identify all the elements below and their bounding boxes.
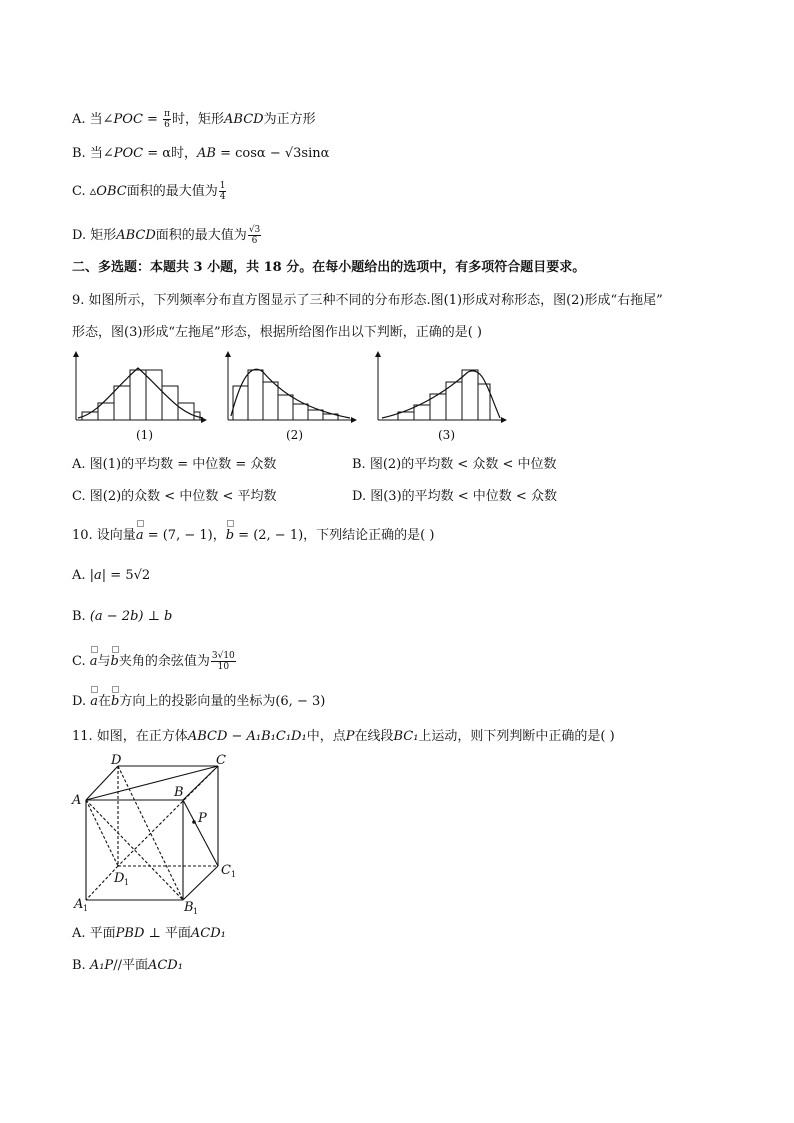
label-c1: C: [221, 863, 231, 878]
q10-option-c: C. a与b夹角的余弦值为 $\frac{3√10}{10}$: [72, 651, 235, 672]
q8-option-d: D. 矩形ABCD面积的最大值为 $\frac{√3}{6}$: [72, 225, 261, 246]
q9-stem-line2: 形态，图(3)形成“左拖尾”形态，根据所给图作出以下判断，正确的是( ): [72, 325, 482, 340]
q10-stem: 10. 设向量a = (7, − 1)，b = (2, − 1)，下列结论正确的是( ): [72, 528, 435, 543]
label-b1: B: [184, 900, 194, 914]
q11-option-b: B. A₁P//平面ACD₁: [72, 958, 183, 973]
fig-label-2: (2): [286, 428, 303, 442]
fig-label-1: (1): [136, 428, 153, 442]
label-a1: A: [74, 897, 84, 912]
histogram-2: [228, 352, 356, 420]
q9-stem-line1: 9. 如图所示，下列频率分布直方图显示了三种不同的分布形态.图(1)形成对称形态，图(2)形成“右拖尾”: [72, 293, 663, 308]
q9-option-b: B. 图(2)的平均数 < 众数 < 中位数: [352, 457, 557, 472]
q10-option-d: D. a在b方向上的投影向量的坐标为(6, − 3): [72, 694, 326, 709]
label-c: C: [216, 754, 226, 768]
label-p: P: [198, 811, 207, 826]
q10-option-b: B. (a − 2b) ⊥ b: [72, 609, 173, 624]
label-a: A: [72, 793, 82, 808]
q8-option-a: A. 当∠POC = $\frac{\pi}{6}$ 时，矩形ABCD为正方形: [72, 109, 316, 130]
q11-cube-figure: [68, 754, 248, 914]
q8-option-c: C. ▵OBC面积的最大值为 $\frac{1}{4}$: [72, 181, 226, 202]
q9-option-d: D. 图(3)的平均数 < 中位数 < 众数: [352, 489, 557, 504]
q9-option-a: A. 图(1)的平均数 = 中位数 = 众数: [72, 457, 277, 472]
histogram-3: [378, 352, 506, 420]
q11-stem: 11. 如图，在正方体ABCD − A₁B₁C₁D₁中，点P在线段BC₁上运动，则下列判断中正确的是( ): [72, 729, 615, 744]
svg-text:1: 1: [124, 878, 130, 887]
q8-option-b: B. 当∠POC = α时，AB = cosα − √3sinα: [72, 146, 330, 161]
q9-option-c: C. 图(2)的众数 < 中位数 < 平均数: [72, 489, 277, 504]
label-d1: D: [114, 871, 125, 886]
fig-label-3: (3): [438, 428, 455, 442]
histogram-1: [76, 352, 206, 420]
q11-option-a: A. 平面PBD ⊥ 平面ACD₁: [72, 926, 226, 941]
label-b: B: [174, 785, 184, 800]
label-d: D: [111, 754, 122, 768]
svg-text:1: 1: [231, 870, 237, 879]
q10-option-a: A. |a| = 5√2: [72, 568, 151, 583]
q9-histograms: [68, 350, 508, 445]
section-heading: 二、多选题：本题共 3 小题，共 18 分。在每小题给出的选项中，有多项符合题目要求。: [72, 260, 586, 275]
svg-text:1: 1: [83, 904, 89, 913]
svg-text:1: 1: [193, 907, 199, 914]
